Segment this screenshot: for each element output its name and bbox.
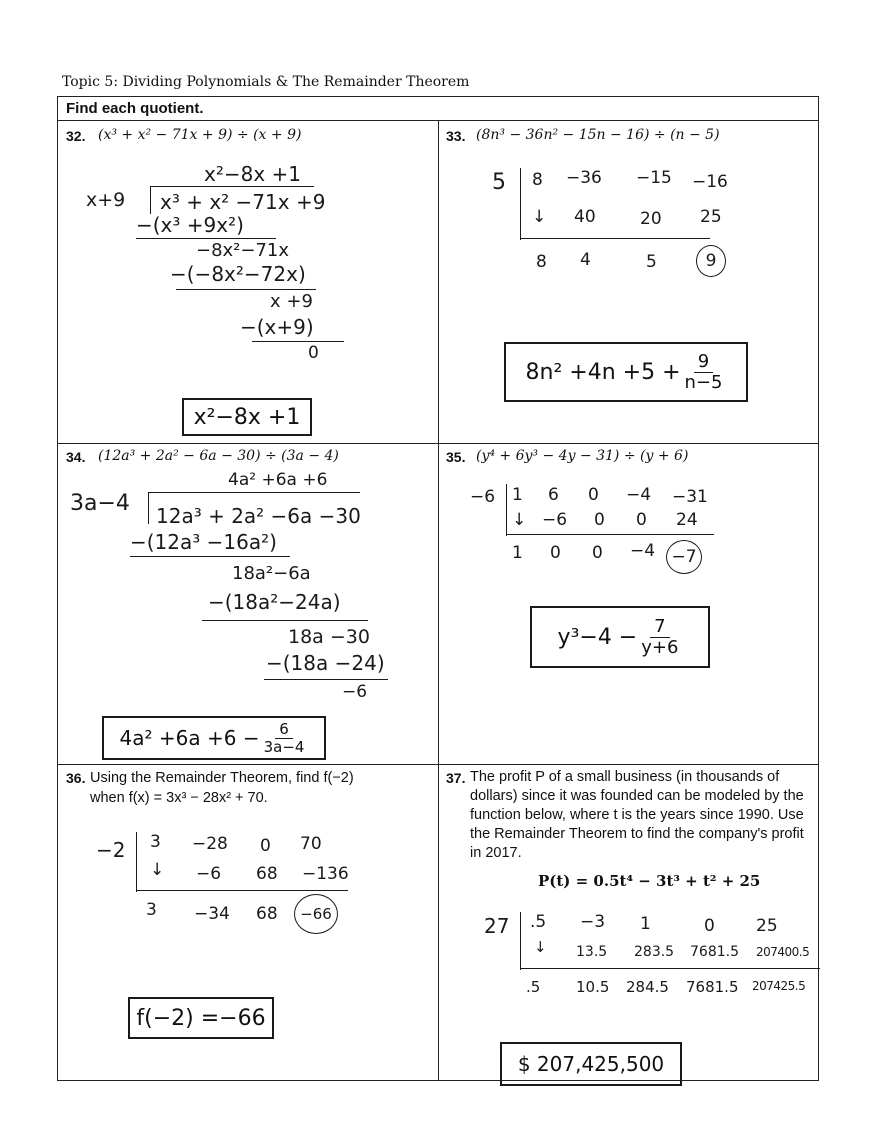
division-bracket	[150, 186, 151, 214]
result-value: .5	[526, 978, 541, 996]
work-step: −(18a²−24a)	[208, 590, 341, 614]
remainder: −66	[300, 905, 332, 923]
answer-expression: y³−4 −	[557, 624, 638, 650]
division-bar	[150, 186, 314, 187]
dividend: 12a³ + 2a² −6a −30	[156, 504, 361, 528]
work-step: −6	[342, 682, 368, 702]
result-value: −34	[194, 904, 230, 924]
remainder-circle	[666, 540, 702, 574]
fraction-denominator: 3a−4	[263, 737, 305, 756]
problem-text: The profit P of a small business (in thousands of dollars) since it was founded can be modeled by the function below, where t is the years since 1990. Use the Remainder Theorem to find the company's profit in 2017.	[470, 769, 804, 861]
problem-expression: (12a³ + 2a² − 6a − 30) ÷ (3a − 4)	[98, 448, 339, 464]
result-value: 8	[536, 252, 547, 272]
answer-fraction	[641, 617, 678, 658]
product-value: 24	[676, 510, 698, 530]
coefficient: 1	[512, 485, 523, 505]
synthetic-bar	[520, 238, 710, 239]
work-step: 0	[308, 343, 319, 363]
synthetic-bracket	[520, 168, 521, 240]
coefficient: −3	[580, 912, 606, 932]
coefficient: 6	[548, 485, 559, 505]
product-value: 0	[594, 510, 605, 530]
product-value: −6	[196, 864, 222, 884]
product-value: 207400.5	[756, 945, 810, 959]
coefficient: 70	[300, 834, 322, 854]
product-value: 25	[700, 207, 722, 227]
work-step: −(x+9)	[240, 315, 314, 339]
work-step: −(−8x²−72x)	[170, 262, 306, 286]
answer-expression: 8n² +4n +5 +	[525, 359, 681, 385]
product-value: −6	[542, 510, 568, 530]
result-value: 0	[592, 543, 603, 563]
problem-expression: (x³ + x² − 71x + 9) ÷ (x + 9)	[98, 127, 302, 143]
quotient: 4a² +6a +6	[228, 470, 328, 490]
coefficient: −31	[672, 487, 708, 507]
synthetic-root: 5	[492, 170, 506, 195]
coefficient: 8	[532, 170, 543, 190]
answer-box: f(−2) =−66	[128, 997, 274, 1039]
subtract-line	[202, 620, 368, 621]
instruction-text: Find each quotient.	[66, 100, 204, 117]
answer-fraction	[264, 721, 305, 756]
problem-number: 34.	[66, 449, 86, 465]
synthetic-bar	[520, 968, 820, 969]
work-step: x +9	[270, 291, 313, 312]
synthetic-root: −6	[470, 487, 496, 507]
fraction-denominator: y+6	[641, 636, 679, 658]
column-divider	[438, 121, 439, 1081]
fraction-denominator: n−5	[684, 371, 723, 393]
problem-text: Using the Remainder Theorem, find f(−2)	[90, 770, 354, 786]
division-bracket	[148, 492, 149, 524]
coefficient: −28	[192, 834, 228, 854]
coefficient: 25	[756, 916, 778, 936]
synthetic-bracket	[506, 484, 507, 536]
coefficient: .5	[530, 912, 547, 932]
result-value: 3	[146, 900, 157, 920]
answer-box: $ 207,425,500	[500, 1042, 682, 1086]
problem-number: 37.	[446, 770, 466, 786]
problem-number: 35.	[446, 449, 466, 465]
result-value: 10.5	[576, 978, 610, 996]
dividend: x³ + x² −71x +9	[160, 190, 326, 214]
problem-number: 36.	[66, 770, 86, 786]
coefficient: 3	[150, 832, 161, 852]
answer-box	[504, 342, 748, 402]
subtract-line	[252, 341, 344, 342]
coefficient: −4	[626, 485, 652, 505]
coefficient: −16	[692, 172, 728, 192]
quotient: x²−8x +1	[204, 162, 302, 186]
subtract-line	[176, 289, 316, 290]
work-step: −(18a −24)	[266, 651, 385, 675]
problem-text: when f(x) = 3x³ − 28x² + 70.	[90, 790, 268, 806]
division-bar	[148, 492, 360, 493]
product-value: 7681.5	[690, 944, 739, 960]
divisor: x+9	[86, 189, 126, 211]
answer-expression: 4a² +6a +6 −	[119, 726, 260, 750]
subtract-line	[136, 238, 276, 239]
problem-number: 32.	[66, 128, 86, 144]
answer-box	[102, 716, 326, 760]
product-value: 283.5	[634, 944, 675, 960]
fraction-numerator: 6	[275, 721, 293, 739]
result-value: 1	[512, 543, 523, 563]
problem-expression: (y⁴ + 6y³ − 4y − 31) ÷ (y + 6)	[476, 448, 689, 464]
result-value: −4	[630, 541, 656, 561]
product-value: −136	[302, 864, 349, 884]
result-value: 0	[550, 543, 561, 563]
bring-down-arrow: ↓	[150, 860, 165, 880]
synthetic-root: 27	[484, 914, 510, 938]
result-value: 7681.5	[686, 978, 739, 996]
remainder: −7	[671, 547, 697, 567]
product-value: 20	[640, 209, 662, 229]
coefficient: 0	[588, 485, 599, 505]
work-step: 18a −30	[288, 626, 370, 648]
coefficient: 1	[640, 914, 651, 934]
problem-expression: (8n³ − 36n² − 15n − 16) ÷ (n − 5)	[476, 127, 720, 143]
synthetic-bracket	[520, 912, 521, 970]
synthetic-bracket	[136, 832, 137, 892]
fraction-numerator: 7	[650, 617, 669, 638]
coefficient: −36	[566, 168, 602, 188]
product-value: 13.5	[576, 944, 608, 960]
result-value: 5	[646, 252, 657, 272]
product-value: 0	[636, 510, 647, 530]
profit-formula: P(t) = 0.5t⁴ − 3t³ + t² + 25	[538, 872, 761, 890]
result-value: 207425.5	[752, 979, 806, 993]
synthetic-root: −2	[96, 838, 126, 862]
work-step: 18a²−6a	[232, 563, 311, 584]
synthetic-bar	[136, 890, 348, 891]
divisor: 3a−4	[70, 491, 130, 516]
subtract-line	[130, 556, 290, 557]
product-value: 68	[256, 864, 278, 884]
work-step: −(12a³ −16a²)	[130, 530, 277, 554]
coefficient: 0	[704, 916, 715, 936]
answer-box: x²−8x +1	[182, 398, 312, 436]
work-step: −(x³ +9x²)	[136, 213, 244, 237]
problem-number: 33.	[446, 128, 466, 144]
result-value: 284.5	[626, 978, 669, 996]
product-value: 40	[574, 207, 596, 227]
work-step: −8x²−71x	[196, 240, 290, 261]
result-value: 68	[256, 904, 278, 924]
answer-fraction	[685, 352, 723, 393]
fraction-numerator: 9	[694, 352, 713, 373]
result-value: 4	[580, 250, 591, 270]
bring-down-arrow: ↓	[534, 938, 547, 956]
remainder: 9	[705, 251, 717, 271]
synthetic-bar	[506, 534, 714, 535]
subtract-line	[264, 679, 388, 680]
bring-down-arrow: ↓	[532, 207, 547, 227]
remainder-circle	[696, 245, 726, 277]
page-topic: Topic 5: Dividing Polynomials & The Remainder Theorem	[62, 74, 470, 90]
bring-down-arrow: ↓	[512, 510, 527, 530]
coefficient: 0	[260, 836, 271, 856]
remainder-circle	[294, 894, 338, 934]
answer-box	[530, 606, 710, 668]
coefficient: −15	[636, 168, 672, 188]
